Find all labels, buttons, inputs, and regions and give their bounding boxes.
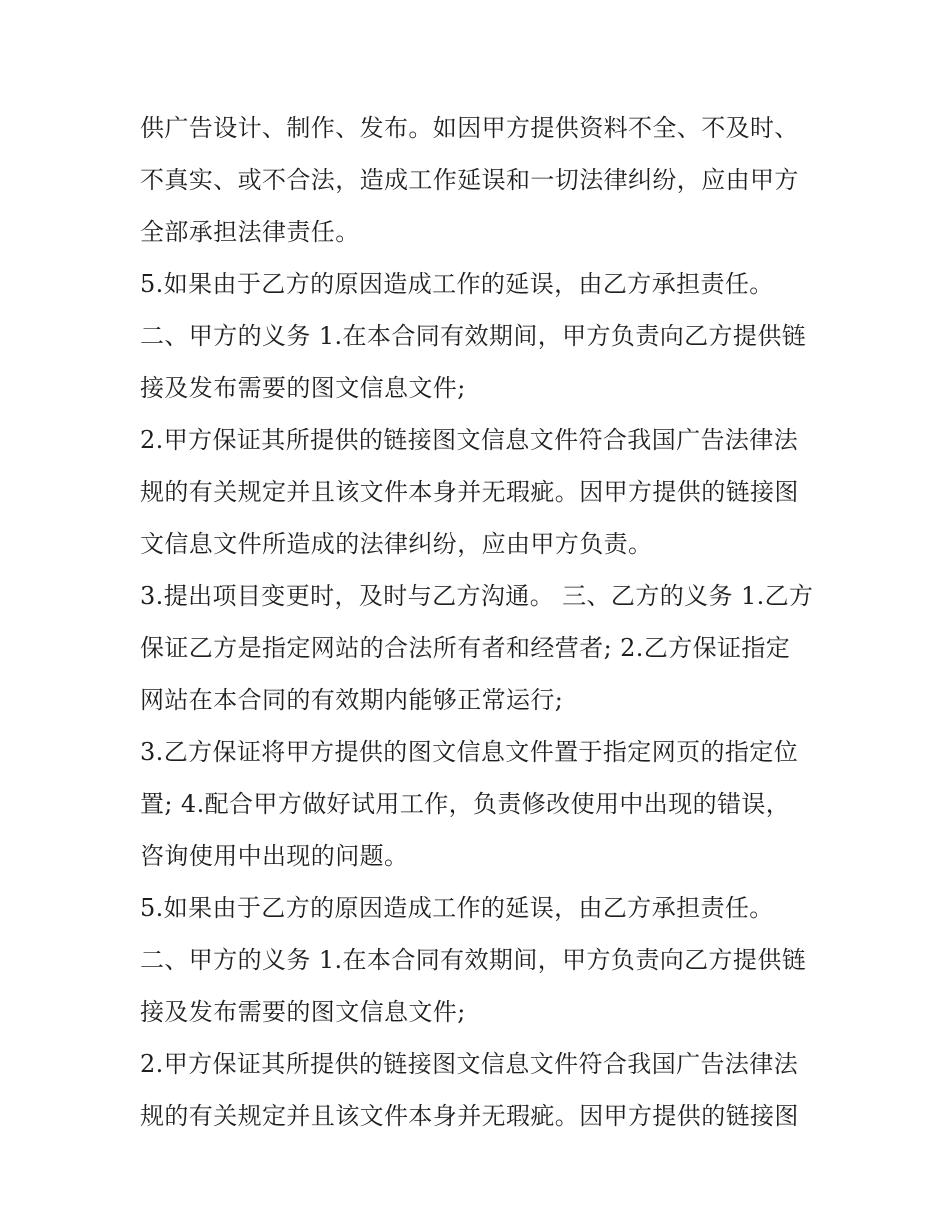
text-line: 二、甲方的义务 1.在本合同有效期间，甲方负责向乙方提供链 [140,946,807,974]
document-body [140,102,830,1142]
text-line: 规的有关规定并且该文件本身并无瑕疵。因甲方提供的链接图 [140,478,799,506]
text-line: 网站在本合同的有效期内能够正常运行; [140,686,564,714]
text-line: 2.甲方保证其所提供的链接图文信息文件符合我国广告法律法 [140,1050,799,1078]
text-line: 供广告设计、制作、发布。如因甲方提供资料不全、不及时、 [140,114,799,142]
text-line: 5.如果由于乙方的原因造成工作的延误，由乙方承担责任。 [140,894,774,922]
text-line: 2.甲方保证其所提供的链接图文信息文件符合我国广告法律法 [140,426,799,454]
text-line: 保证乙方是指定网站的合法所有者和经营者; 2.乙方保证指定 [140,634,791,662]
text-line: 咨询使用中出现的问题。 [140,842,409,870]
text-line: 二、甲方的义务 1.在本合同有效期间，甲方负责向乙方提供链 [140,322,807,350]
text-line: 置; 4.配合甲方做好试用工作，负责修改使用中出现的错误， [140,790,791,818]
text-line: 接及发布需要的图文信息文件; [140,374,466,402]
text-line: 3.提出项目变更时，及时与乙方沟通。 三、乙方的义务 1.乙方 [140,582,814,610]
text-line: 全部承担法律责任。 [140,218,360,246]
text-line: 规的有关规定并且该文件本身并无瑕疵。因甲方提供的链接图 [140,1102,799,1130]
text-line: 5.如果由于乙方的原因造成工作的延误，由乙方承担责任。 [140,270,774,298]
text-line: 接及发布需要的图文信息文件; [140,998,466,1026]
text-line: 3.乙方保证将甲方提供的图文信息文件置于指定网页的指定位 [140,738,799,766]
text-line: 文信息文件所造成的法律纠纷，应由甲方负责。 [140,530,653,558]
text-line: 不真实、或不合法，造成工作延误和一切法律纠纷，应由甲方 [140,166,799,194]
